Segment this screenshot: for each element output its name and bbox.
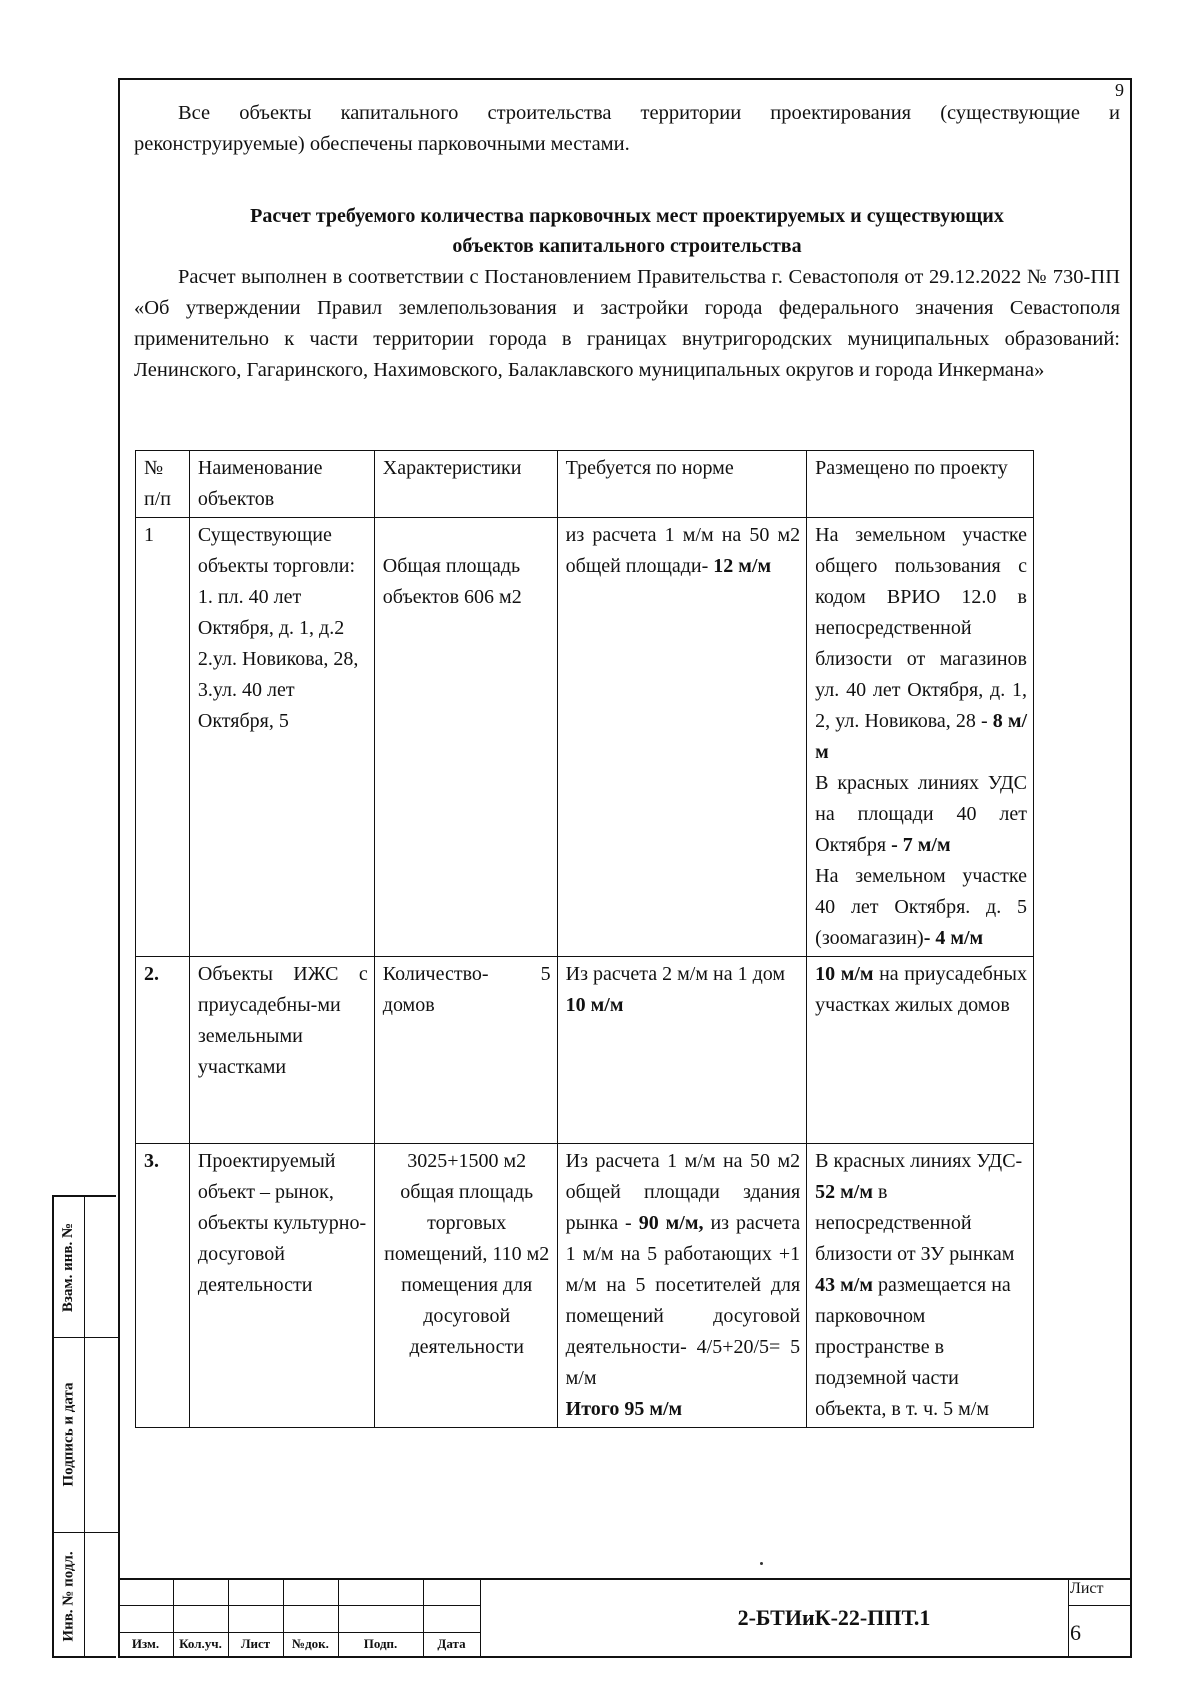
row1-placed-p1-text: На земельном участке общего пользования с кодом ВРИО 12.0 в непосредственной близости от магазинов ул. 40 лет Октября, д. 1, 2, ул. Новикова, 28 - (815, 524, 1027, 732)
header-num: № п/п (136, 451, 190, 518)
row2-num: 2. (136, 957, 190, 1144)
tb-label-podp: Подп. (363, 1636, 398, 1651)
row2-placed-value: 10 м/м (815, 963, 874, 985)
row1-chars: Общая площадь объектов 606 м2 (374, 518, 557, 957)
title-block-grid (118, 1578, 480, 1658)
side-label-inv-text: Инв. № подл. (60, 1550, 77, 1642)
heading-line-2: объектов капитального строительства (452, 235, 802, 257)
row1-placed-p2-value: - 7 м/м (891, 834, 951, 856)
row2-placed (807, 957, 1034, 1144)
header-chars: Характеристики (374, 451, 557, 518)
row3-required-b: из расчета 1 м/м на 5 работающих +1 м/м на 5 посетителей для помещений досуговой деятельности- 4/5+20/5= 5 м/м (565, 1212, 801, 1389)
tb-label-izm: Изм. (131, 1636, 160, 1651)
row1-placed-p2-text: В красных линиях УДС на площади 40 лет Октября (815, 772, 1027, 856)
row1-required-text: из расчета 1 м/м на 50 м2 общей площади- (565, 524, 801, 577)
row1-placed-p3-text: На земельном участке 40 лет Октября. д. 5 (зоомагазин) (815, 865, 1027, 949)
row2-required-text: Из расчета 2 м/м на 1 дом (565, 963, 786, 985)
side-label-podpis-text: Подпись и дата (60, 1382, 77, 1487)
row3-placed-b: в непосредственной близости от ЗУ рынкам (815, 1181, 1015, 1265)
row1-placed-p3-value: - 4 м/м (923, 927, 984, 949)
row1-required (557, 518, 807, 957)
sheet-number: 6 (1070, 1620, 1081, 1645)
header-name: Наименование объектов (189, 451, 374, 518)
side-label-vzam (54, 1197, 84, 1337)
heading-line-1: Расчет требуемого количества парковочных мест проектируемых и существующих (250, 205, 1004, 227)
page-number: 9 (1115, 80, 1124, 100)
tb-label-data: Дата (437, 1636, 466, 1651)
row1-placed-part3 (815, 861, 1027, 954)
row3-chars: 3025+1500 м2 общая площадь торговых помещений, 110 м2 помещения для досуговой деятельности (374, 1144, 557, 1428)
tb-label-koluch: Кол.уч. (179, 1636, 222, 1651)
header-placed: Размещено по проекту (807, 451, 1034, 518)
header-required: Требуется по норме (557, 451, 807, 518)
title-block (118, 1578, 1132, 1658)
table-row (136, 1144, 1034, 1428)
row1-placed-part1 (815, 520, 1027, 768)
table-header-row (136, 451, 1034, 518)
row3-placed-c-value: 43 м/м (815, 1274, 873, 1296)
row2-required (557, 957, 807, 1144)
side-stamp (52, 1195, 116, 1658)
table-row (136, 518, 1034, 957)
row3-placed-a-value: 52 м/м (815, 1181, 873, 1203)
tb-label-ndok: №док. (292, 1636, 329, 1651)
row1-num: 1 (136, 518, 190, 957)
intro-paragraph: Все объекты капитального строительства территории проектирования (существующие и реконструируемые) обеспечены парковочными местами. (134, 102, 1120, 155)
stray-dot (760, 1562, 763, 1565)
row3-placed-a: В красных линиях УДС- (815, 1150, 1023, 1172)
row1-name: Существующие объекты торговли: 1. пл. 40 лет Октября, д. 1, д.2 2.ул. Новикова, 28, 3.ул. 40 лет Октября, 5 (189, 518, 374, 957)
table-row (136, 957, 1034, 1144)
parking-table (135, 450, 1034, 1428)
basis-paragraph: Расчет выполнен в соответствии с Постановлением Правительства г. Севастополя от 29.12.2022 № 730-ПП «Об утверждении Правил землепользования и застройки города федерального значения Севастополя применительно к части территории города в границах внутригородских муниципальных образований: Ленинского, Гагаринского, Нахимовского, Балаклавского муниципальных округов и города Инкермана» (134, 266, 1120, 381)
row3-placed (807, 1144, 1034, 1428)
side-label-podpis (54, 1337, 84, 1532)
row2-placed-text: на приусадебных участках жилых домов (815, 963, 1027, 1016)
row3-required-a-value: 90 м/м, (638, 1212, 704, 1234)
row2-name: Объекты ИЖС с приусадебны-ми земельными участками (189, 957, 374, 1144)
row3-placed-c: размещается на парковочном пространстве в подземной части объекта, в т. ч. 5 м/м (815, 1274, 1011, 1420)
row3-required-total: Итого 95 м/м (565, 1398, 683, 1420)
row1-placed-part2 (815, 768, 1027, 861)
tb-label-list: Лист (240, 1636, 271, 1651)
row1-required-total: 12 м/м (713, 555, 772, 577)
row2-chars: Количество- 5 домов (374, 957, 557, 1144)
section-heading (134, 201, 1120, 261)
row1-placed (807, 518, 1034, 957)
row3-required-a: Из расчета 1 м/м на 50 м2 общей площади здания рынка - (565, 1150, 801, 1234)
sheet-label: Лист (1070, 1580, 1104, 1597)
row1-placed-p1-value: 8 м/м (815, 710, 1028, 763)
document-code: 2-БТИиК-22-ППТ.1 (480, 1578, 1187, 1658)
row3-name: Проектируемый объект – рынок, объекты культурно-досуговой деятельности (189, 1144, 374, 1428)
row2-required-total: 10 м/м (565, 994, 624, 1016)
side-label-vzam-text: Взам. инв. № (60, 1222, 77, 1312)
row3-required (557, 1144, 807, 1428)
sheet-box-divider (1068, 1605, 1132, 1606)
side-label-inv (54, 1532, 84, 1660)
row3-num: 3. (136, 1144, 190, 1428)
